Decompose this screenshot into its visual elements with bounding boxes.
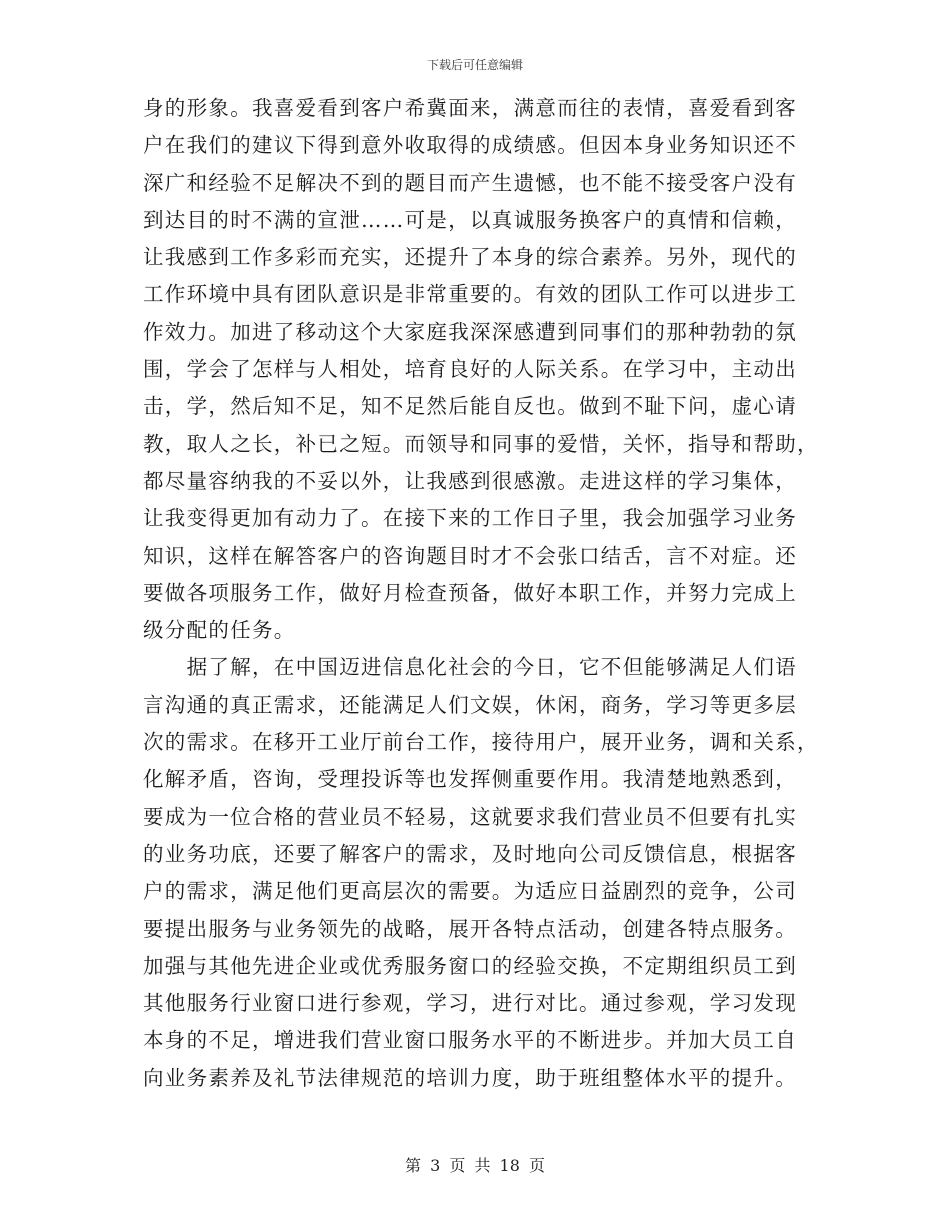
text-line: 要提出服务与业务领先的战略，展开各特点活动，创建各特点服务。 xyxy=(143,916,797,941)
text-line: 化解矛盾，咨询，受理投诉等也发挥侧重要作用。我清楚地熟悉到， xyxy=(143,767,797,792)
text-line: 户在我们的建议下得到意外收取得的成绩感。但因本身业务知识还不 xyxy=(143,133,797,158)
text-line: 要做各项服务工作，做好月检查预备，做好本职工作，并努力完成上 xyxy=(143,580,797,605)
text-line: 到达目的时不满的宣泄……可是，以真诚服务换客户的真情和信赖， xyxy=(143,207,797,232)
text-line: 工作环境中具有团队意识是非常重要的。有效的团队工作可以进步工 xyxy=(143,282,797,307)
text-line: 其他服务行业窗口进行参观，学习，进行对比。通过参观，学习发现 xyxy=(143,991,797,1016)
text-line: 级分配的任务。 xyxy=(143,618,296,643)
text-line: 击，学，然后知不足，知不足然后能自反也。做到不耻下问，虚心请 xyxy=(143,394,797,419)
text-line: 要成为一位合格的营业员不轻易，这就要求我们营业员不但要有扎实 xyxy=(143,804,797,829)
text-line: 加强与其他先进企业或优秀服务窗口的经验交换，不定期组织员工到 xyxy=(143,953,797,978)
text-line: 作效力。加进了移动这个大家庭我深深感遭到同事们的那种勃勃的氛 xyxy=(143,319,797,344)
page-header: 下载后可任意编辑 xyxy=(426,58,523,72)
text-line: 都尽量容纳我的不妥以外，让我感到很感激。走进这样的学习集体， xyxy=(143,468,797,493)
text-line: 户的需求，满足他们更高层次的需要。为适应日益剧烈的竞争，公司 xyxy=(143,879,797,904)
text-line: 言沟通的真正需求，还能满足人们文娱，休闲，商务，学习等更多层 xyxy=(143,692,797,717)
text-line: 让我变得更加有动力了。在接下来的工作日子里，我会加强学习业务 xyxy=(143,506,797,531)
text-line: 让我感到工作多彩而充实，还提升了本身的综合素养。另外，现代的 xyxy=(143,245,797,270)
text-line: 本身的不足，增进我们营业窗口服务水平的不断进步。并加大员工自 xyxy=(143,1028,797,1053)
body-text xyxy=(143,90,819,1097)
page-number: 第 3 页 共 18 页 xyxy=(405,1156,545,1175)
text-line: 的业务功底，还要了解客户的需求，及时地向公司反馈信息，根据客 xyxy=(143,841,797,866)
text-line: 次的需求。在移开工业厅前台工作，接待用户，展开业务，调和关系， xyxy=(143,730,819,755)
text-line: 教，取人之长，补已之短。而领导和同事的爱惜，关怀，指导和帮助， xyxy=(143,431,819,456)
text-line: 向业务素养及礼节法律规范的培训力度，助于班组整体水平的提升。 xyxy=(143,1065,797,1090)
text-line: 深广和经验不足解决不到的题目而产生遗憾，也不能不接受客户没有 xyxy=(143,170,797,195)
text-line: 围，学会了怎样与人相处，培育良好的人际关系。在学习中，主动出 xyxy=(143,357,797,382)
text-line: 身的形象。我喜爱看到客户希冀面来，满意而往的表情，喜爱看到客 xyxy=(143,96,797,120)
text-line: 知识，这样在解答客户的咨询题目时才不会张口结舌，言不对症。还 xyxy=(143,543,797,568)
text-line: 据了解，在中国迈进信息化社会的今日，它不但能够满足人们语 xyxy=(143,655,797,680)
